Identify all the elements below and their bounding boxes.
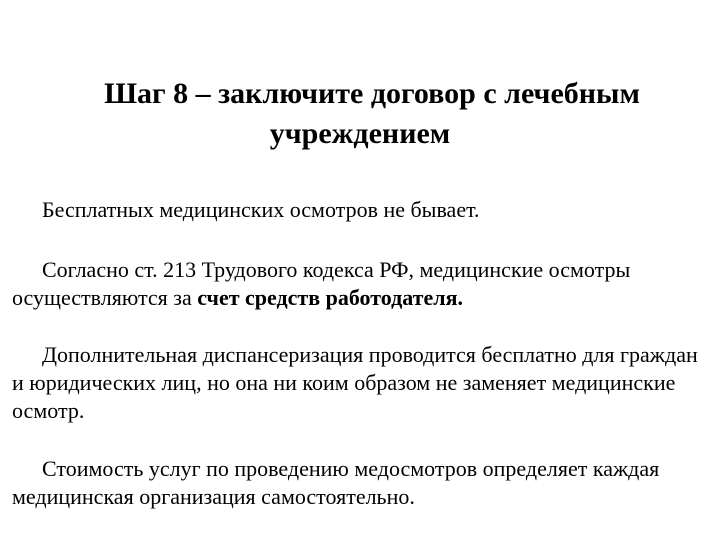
paragraph-dispensarization: [12, 341, 702, 425]
paragraph-free-checkups: [12, 196, 702, 224]
slide-title: [0, 74, 720, 154]
paragraph-3-text: Дополнительная диспансеризация проводится бесплатно для граждан и юридических лиц, но она ни коим образом не заменяет медицинские осмотр.: [12, 342, 698, 423]
paragraph-2-bold: счет средств работодателя.: [197, 285, 463, 310]
paragraph-1-text: Бесплатных медицинских осмотров не бывает.: [42, 197, 480, 222]
paragraph-4-text: Стоимость услуг по проведению медосмотров определяет каждая медицинская организация самостоятельно.: [12, 456, 660, 509]
title-line-2: учреждением: [269, 117, 451, 150]
paragraph-cost: [12, 455, 702, 511]
title-line-1: Шаг 8 – заключите договор с лечебным: [104, 77, 640, 110]
paragraph-2-text: [12, 256, 702, 312]
paragraph-2-plain: Согласно ст. 213 Трудового кодекса РФ, медицинские осмотры осуществляются за: [12, 257, 631, 310]
paragraph-labor-code: [12, 256, 702, 312]
